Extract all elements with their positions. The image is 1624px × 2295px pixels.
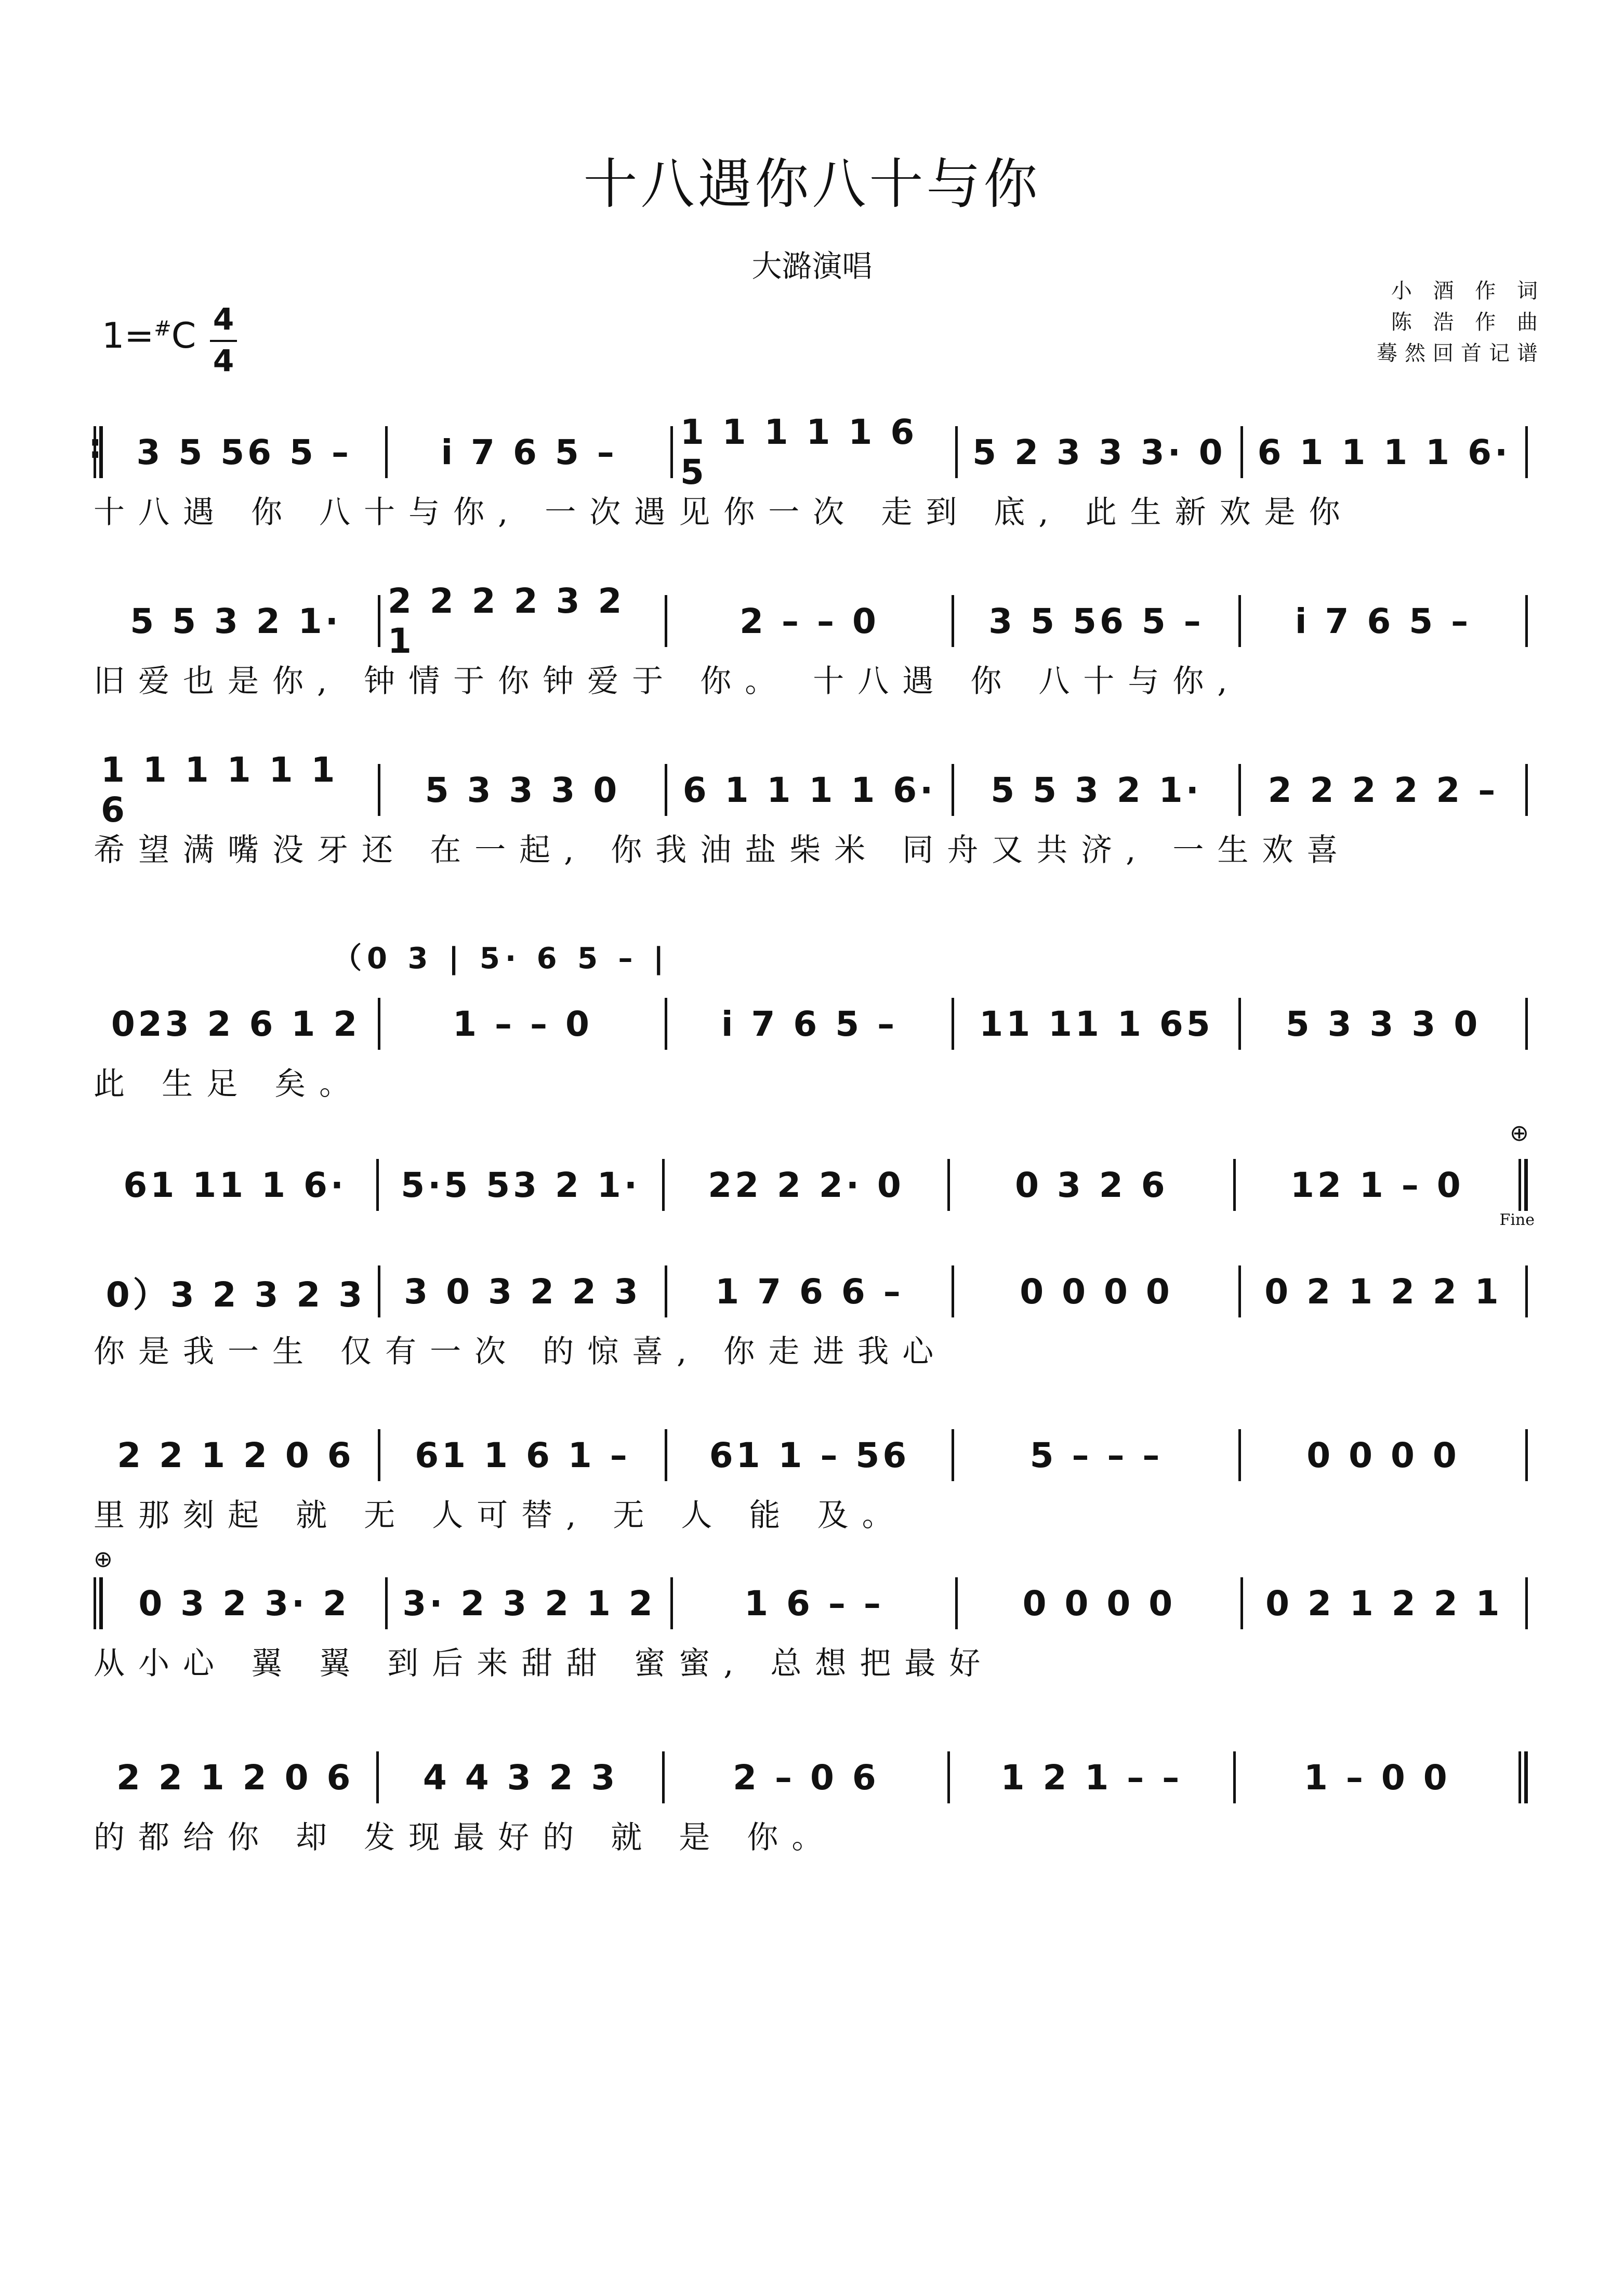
measure: 1 – – 0 — [453, 1004, 592, 1044]
composer-credit: 陈 浩 作 曲 — [1391, 310, 1545, 334]
measure: 2 2 2 2 3 2 1 — [388, 581, 625, 661]
measure: 1 7 6 6 – — [715, 1271, 904, 1312]
measure: 61 1 6 1 – — [415, 1435, 630, 1475]
measure: 2 2 1 2 0 6 — [116, 1757, 354, 1798]
measure: 3 5 56 5 – — [136, 432, 352, 472]
repeat-end-bar — [1519, 1751, 1528, 1803]
measure: 023 2 6 1 2 — [111, 1004, 361, 1044]
lyric-line: 里那刻起 就 无 人可替, 无 人 能 及。 — [94, 1497, 907, 1534]
coda-icon: ⊕ — [1510, 1120, 1529, 1146]
measure: 1 6 – – — [744, 1583, 884, 1624]
measure: 1 2 1 – – — [1000, 1757, 1183, 1798]
lyric-line: 你是我一生 仅有一次 的惊喜, 你走进我心 — [94, 1334, 947, 1370]
measure: 3· 2 3 2 1 2 — [402, 1583, 656, 1624]
measure: 2 – 0 6 — [733, 1757, 879, 1798]
measure: 1 1 1 1 1 1 6 — [101, 750, 338, 830]
time-signature-bottom: 4 — [213, 343, 234, 378]
coda-icon: ⊕ — [94, 1546, 113, 1573]
measure: 11 11 1 65 — [979, 1004, 1213, 1044]
measure: 22 2 2· 0 — [708, 1165, 904, 1205]
measure: 0 3 2 3· 2 — [138, 1583, 350, 1624]
song-title: 十八遇你八十与你 — [583, 152, 1041, 216]
time-signature-top: 4 — [213, 301, 234, 337]
measure: 1 – 0 0 — [1303, 1757, 1450, 1798]
measure: 0 0 0 0 — [1022, 1583, 1176, 1624]
transcriber-credit: 蓦然回首记谱 — [1377, 341, 1545, 365]
measure: 2 2 1 2 0 6 — [117, 1435, 354, 1475]
measure: 5 3 3 3 0 — [425, 770, 620, 810]
lyric-line: 十八遇 你 八十与你, 一次遇见你一次 走到 底, 此生新欢是你 — [94, 494, 1354, 531]
fine-marker: Fine — [1499, 1211, 1535, 1229]
performer: 大潞演唱 — [751, 248, 873, 284]
key-signature: 1=#C — [102, 315, 196, 357]
lyric-line: 希望满嘴没牙还 在一起, 你我油盐柴米 同舟又共济, 一生欢喜 — [94, 832, 1352, 868]
measure: 0 2 1 2 2 1 — [1265, 1583, 1503, 1624]
measure: i 7 6 5 – — [441, 432, 617, 472]
time-signature-line — [210, 340, 237, 342]
lyric-line: 旧爱也是你, 钟情于你钟爱于 你。 十八遇 你 八十与你, — [94, 663, 1241, 700]
measure: 1 1 1 1 1 6 5 — [680, 412, 918, 492]
lyric-line: 此 生足 矣。 — [94, 1066, 364, 1102]
measure: 0 0 0 0 — [1020, 1271, 1173, 1312]
measure: 5 – – – — [1029, 1435, 1163, 1475]
measure: 6 1 1 1 1 6· — [1257, 432, 1511, 472]
measure: 3 5 56 5 – — [988, 601, 1204, 641]
measure: 2 2 2 2 2 – — [1267, 770, 1499, 810]
measure: 61 1 – 56 — [709, 1435, 910, 1475]
section-bar — [94, 1577, 103, 1629]
lyric-line: 的都给你 却 发现最好的 就 是 你。 — [94, 1819, 837, 1856]
measure: 6 1 1 1 1 6· — [682, 770, 936, 810]
measure: i 7 6 5 – — [1295, 601, 1472, 641]
lyricist-credit: 小 酒 作 词 — [1391, 279, 1545, 303]
measure: 0 2 1 2 2 1 — [1264, 1271, 1502, 1312]
measure: 0 0 0 0 — [1306, 1435, 1460, 1475]
measure: 61 11 1 6· — [123, 1165, 347, 1205]
measure: 5 5 3 2 1· — [130, 601, 341, 641]
measure: 0 3 2 6 — [1015, 1165, 1168, 1205]
measure: 0）3 2 3 2 3 — [105, 1274, 366, 1315]
lyric-line: 从小心 翼 翼 到后来甜甜 蜜蜜, 总想把最好 — [94, 1645, 994, 1682]
measure: i 7 6 5 – — [721, 1004, 898, 1044]
measure: 4 4 3 2 3 — [422, 1757, 618, 1798]
measure: 2 – – 0 — [740, 601, 879, 641]
measure: 5·5 53 2 1· — [401, 1165, 640, 1205]
measure: 5 5 3 2 1· — [991, 770, 1202, 810]
measure: 12 1 – 0 — [1290, 1165, 1464, 1205]
measure: 5 3 3 3 0 — [1285, 1004, 1481, 1044]
measure: 3 0 3 2 2 3 — [404, 1271, 641, 1312]
repeat-start-bar — [94, 426, 103, 478]
measure: 5 2 3 3 3· 0 — [972, 432, 1226, 472]
intro-fragment: （0 3 | 5· 6 5 – | — [333, 942, 669, 975]
